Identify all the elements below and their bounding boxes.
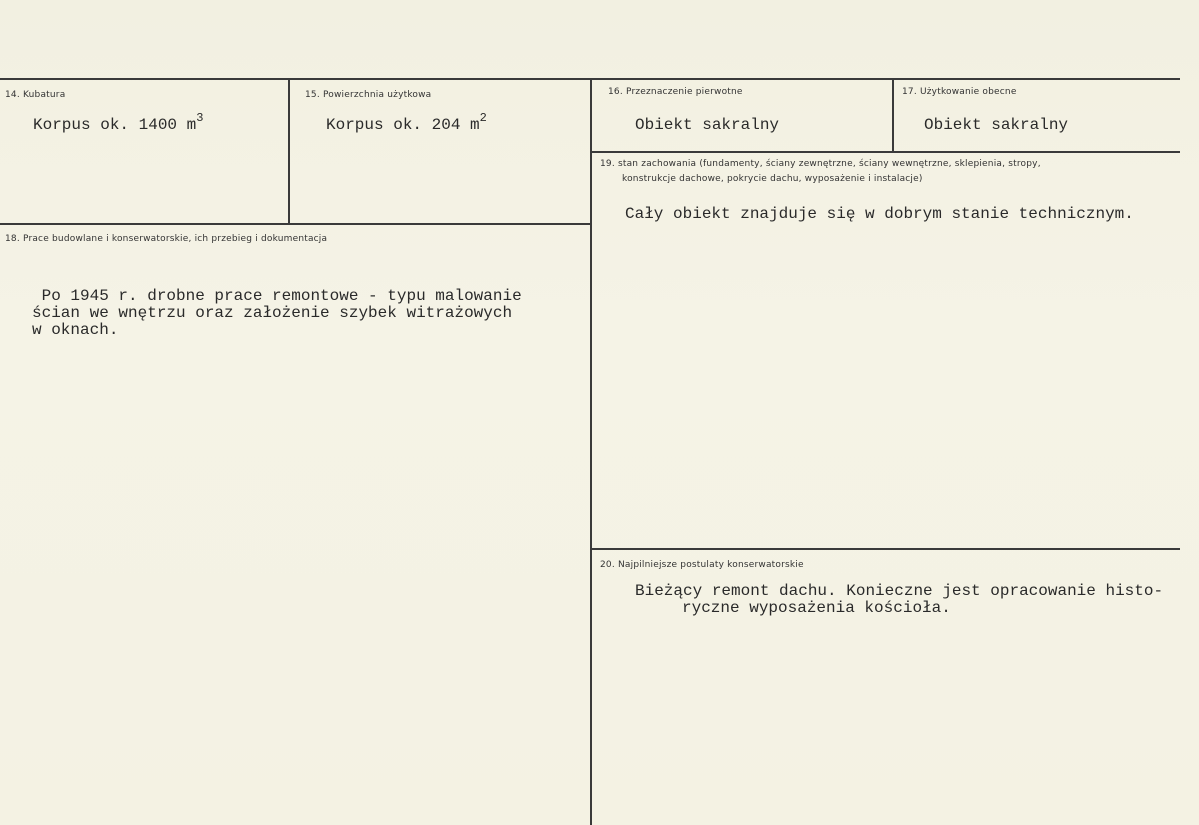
right-upper-rule	[592, 151, 1180, 153]
field-18-line-1: Po 1945 r. drobne prace remontowe - typu malowanie	[32, 287, 522, 305]
field-15-text: Korpus ok. 204 m	[326, 116, 480, 134]
field-14-text: Korpus ok. 1400 m	[33, 116, 197, 134]
field-18-label: 18. Prace budowlane i konserwatorskie, ich przebieg i dokumentacja	[5, 234, 328, 244]
field-19-label-line-1: 19. stan zachowania (fundamenty, ściany zewnętrzne, ściany wewnętrzne, sklepienia, stropy,	[600, 159, 1041, 169]
field-17-value: Obiekt sakralny	[924, 116, 1069, 134]
divider-16-17	[892, 80, 894, 152]
field-20-line-1: Bieżący remont dachu. Konieczne jest opracowanie histo-	[635, 582, 1164, 600]
field-20-label: 20. Najpilniejsze postulaty konserwatorskie	[600, 560, 804, 570]
center-divider	[590, 80, 592, 825]
field-16-value: Obiekt sakralny	[635, 116, 780, 134]
field-14-label: 14. Kubatura	[5, 90, 66, 100]
field-14-value	[33, 111, 204, 135]
field-15-value	[326, 111, 487, 135]
field-18-line-3: w oknach.	[32, 321, 119, 339]
field-14-superscript: 3	[196, 111, 204, 125]
divider-14-15	[288, 80, 290, 224]
field-18-line-2: ścian we wnętrzu oraz założenie szybek witrażowych	[32, 304, 513, 322]
field-19-value: Cały obiekt znajduje się w dobrym stanie technicznym.	[625, 205, 1134, 223]
field-15-superscript: 2	[479, 111, 487, 125]
field-20-line-2: ryczne wyposażenia kościoła.	[682, 599, 951, 617]
left-middle-rule	[0, 223, 590, 225]
field-16-label: 16. Przeznaczenie pierwotne	[608, 87, 743, 97]
right-lower-rule	[592, 548, 1180, 550]
field-17-label: 17. Użytkowanie obecne	[902, 87, 1017, 97]
field-19-label-line-2: konstrukcje dachowe, pokrycie dachu, wyposażenie i instalacje)	[622, 174, 923, 184]
field-15-label: 15. Powierzchnia użytkowa	[305, 90, 432, 100]
